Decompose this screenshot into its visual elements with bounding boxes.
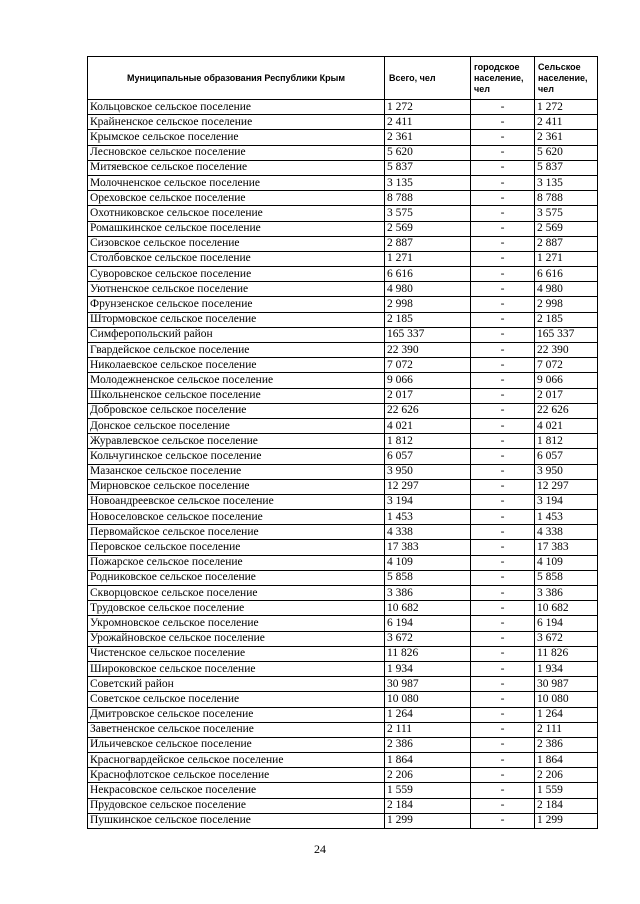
cell-municipality: Столбовское сельское поселение xyxy=(88,251,385,266)
cell-total: 4 021 xyxy=(385,418,471,433)
cell-municipality: Первомайское сельское поселение xyxy=(88,525,385,540)
cell-urban: - xyxy=(471,555,535,570)
cell-urban: - xyxy=(471,494,535,509)
cell-municipality: Советский район xyxy=(88,677,385,692)
cell-municipality: Ромашкинское сельское поселение xyxy=(88,221,385,236)
table-row xyxy=(88,434,598,449)
cell-rural: 4 338 xyxy=(535,525,598,540)
table-row xyxy=(88,737,598,752)
cell-municipality: Симферопольский район xyxy=(88,327,385,342)
cell-total: 2 185 xyxy=(385,312,471,327)
cell-urban: - xyxy=(471,282,535,297)
cell-total: 2 361 xyxy=(385,130,471,145)
cell-urban: - xyxy=(471,145,535,160)
cell-urban: - xyxy=(471,267,535,282)
cell-total: 1 453 xyxy=(385,510,471,525)
cell-total: 2 411 xyxy=(385,115,471,130)
table-row xyxy=(88,631,598,646)
table-row xyxy=(88,707,598,722)
table-row xyxy=(88,267,598,282)
table-row xyxy=(88,145,598,160)
cell-urban: - xyxy=(471,737,535,752)
cell-municipality: Фрунзенское сельское поселение xyxy=(88,297,385,312)
cell-total: 5 620 xyxy=(385,145,471,160)
cell-rural: 1 934 xyxy=(535,661,598,676)
cell-total: 4 338 xyxy=(385,525,471,540)
cell-rural: 1 271 xyxy=(535,251,598,266)
cell-municipality: Широковское сельское поселение xyxy=(88,661,385,676)
cell-municipality: Красногвардейское сельское поселение xyxy=(88,753,385,768)
table-row xyxy=(88,115,598,130)
cell-urban: - xyxy=(471,661,535,676)
cell-total: 10 682 xyxy=(385,601,471,616)
cell-urban: - xyxy=(471,403,535,418)
cell-urban: - xyxy=(471,601,535,616)
cell-rural: 2 386 xyxy=(535,737,598,752)
table-row xyxy=(88,343,598,358)
table-row xyxy=(88,449,598,464)
cell-rural: 1 453 xyxy=(535,510,598,525)
table-row xyxy=(88,510,598,525)
cell-total: 3 575 xyxy=(385,206,471,221)
cell-rural: 2 185 xyxy=(535,312,598,327)
cell-rural: 4 021 xyxy=(535,418,598,433)
cell-municipality: Краснофлотское сельское поселение xyxy=(88,768,385,783)
header-urban: городское население, чел xyxy=(471,57,535,100)
table-row xyxy=(88,191,598,206)
cell-urban: - xyxy=(471,753,535,768)
population-table xyxy=(87,56,598,829)
cell-total: 5 858 xyxy=(385,570,471,585)
cell-rural: 9 066 xyxy=(535,373,598,388)
table-row xyxy=(88,692,598,707)
header-rural: Сельское население, чел xyxy=(535,57,598,100)
cell-municipality: Перовское сельское поселение xyxy=(88,540,385,555)
cell-total: 1 271 xyxy=(385,251,471,266)
table-row xyxy=(88,160,598,175)
cell-municipality: Кольчугинское сельское поселение xyxy=(88,449,385,464)
cell-rural: 6 057 xyxy=(535,449,598,464)
table-row xyxy=(88,388,598,403)
cell-municipality: Донское сельское поселение xyxy=(88,418,385,433)
cell-urban: - xyxy=(471,586,535,601)
cell-urban: - xyxy=(471,768,535,783)
cell-rural: 30 987 xyxy=(535,677,598,692)
table-row xyxy=(88,783,598,798)
cell-urban: - xyxy=(471,707,535,722)
table-row xyxy=(88,525,598,540)
table-body xyxy=(88,100,598,829)
table-row xyxy=(88,494,598,509)
cell-municipality: Уютненское сельское поселение xyxy=(88,282,385,297)
cell-total: 1 272 xyxy=(385,100,471,115)
cell-total: 2 111 xyxy=(385,722,471,737)
table-row xyxy=(88,282,598,297)
header-row xyxy=(88,57,598,100)
cell-rural: 1 812 xyxy=(535,434,598,449)
cell-municipality: Дмитровское сельское поселение xyxy=(88,707,385,722)
cell-rural: 7 072 xyxy=(535,358,598,373)
cell-total: 9 066 xyxy=(385,373,471,388)
cell-total: 5 837 xyxy=(385,160,471,175)
table-row xyxy=(88,616,598,631)
cell-urban: - xyxy=(471,100,535,115)
cell-municipality: Ореховское сельское поселение xyxy=(88,191,385,206)
cell-rural: 10 080 xyxy=(535,692,598,707)
table-row xyxy=(88,358,598,373)
cell-rural: 3 135 xyxy=(535,175,598,190)
cell-rural: 12 297 xyxy=(535,479,598,494)
table-row xyxy=(88,100,598,115)
cell-rural: 2 361 xyxy=(535,130,598,145)
cell-municipality: Скворцовское сельское поселение xyxy=(88,586,385,601)
cell-municipality: Сизовское сельское поселение xyxy=(88,236,385,251)
table-row xyxy=(88,722,598,737)
cell-rural: 4 109 xyxy=(535,555,598,570)
cell-urban: - xyxy=(471,570,535,585)
cell-rural: 17 383 xyxy=(535,540,598,555)
table-row xyxy=(88,312,598,327)
header-total: Всего, чел xyxy=(385,57,471,100)
cell-urban: - xyxy=(471,175,535,190)
table-row xyxy=(88,130,598,145)
cell-municipality: Лесновское сельское поселение xyxy=(88,145,385,160)
cell-total: 22 626 xyxy=(385,403,471,418)
cell-urban: - xyxy=(471,798,535,813)
cell-municipality: Заветненское сельское поселение xyxy=(88,722,385,737)
cell-urban: - xyxy=(471,783,535,798)
cell-municipality: Советское сельское поселение xyxy=(88,692,385,707)
cell-total: 10 080 xyxy=(385,692,471,707)
cell-urban: - xyxy=(471,312,535,327)
cell-total: 4 980 xyxy=(385,282,471,297)
table-row xyxy=(88,570,598,585)
cell-total: 2 017 xyxy=(385,388,471,403)
cell-urban: - xyxy=(471,358,535,373)
cell-municipality: Урожайновское сельское поселение xyxy=(88,631,385,646)
cell-urban: - xyxy=(471,418,535,433)
cell-urban: - xyxy=(471,191,535,206)
cell-total: 17 383 xyxy=(385,540,471,555)
cell-rural: 3 386 xyxy=(535,586,598,601)
cell-municipality: Митяевское сельское поселение xyxy=(88,160,385,175)
cell-urban: - xyxy=(471,616,535,631)
page-number: 24 xyxy=(314,842,326,856)
table-row xyxy=(88,601,598,616)
cell-municipality: Ильичевское сельское поселение xyxy=(88,737,385,752)
cell-urban: - xyxy=(471,206,535,221)
cell-municipality: Укромновское сельское поселение xyxy=(88,616,385,631)
cell-urban: - xyxy=(471,464,535,479)
cell-total: 22 390 xyxy=(385,343,471,358)
cell-municipality: Кольцовское сельское поселение xyxy=(88,100,385,115)
cell-municipality: Прудовское сельское поселение xyxy=(88,798,385,813)
cell-total: 1 559 xyxy=(385,783,471,798)
cell-urban: - xyxy=(471,677,535,692)
cell-municipality: Некрасовское сельское поселение xyxy=(88,783,385,798)
cell-total: 2 386 xyxy=(385,737,471,752)
table-row xyxy=(88,768,598,783)
cell-urban: - xyxy=(471,373,535,388)
cell-urban: - xyxy=(471,510,535,525)
cell-rural: 2 206 xyxy=(535,768,598,783)
cell-total: 2 569 xyxy=(385,221,471,236)
cell-municipality: Родниковское сельское поселение xyxy=(88,570,385,585)
cell-urban: - xyxy=(471,449,535,464)
cell-rural: 1 559 xyxy=(535,783,598,798)
cell-municipality: Пушкинское сельское поселение xyxy=(88,813,385,828)
cell-municipality: Новоселовское сельское поселение xyxy=(88,510,385,525)
cell-total: 1 934 xyxy=(385,661,471,676)
cell-total: 6 057 xyxy=(385,449,471,464)
table-row xyxy=(88,798,598,813)
cell-rural: 5 858 xyxy=(535,570,598,585)
cell-municipality: Новоандреевское сельское поселение xyxy=(88,494,385,509)
cell-rural: 1 264 xyxy=(535,707,598,722)
cell-urban: - xyxy=(471,343,535,358)
cell-rural: 1 272 xyxy=(535,100,598,115)
table-row xyxy=(88,464,598,479)
cell-municipality: Журавлевское сельское поселение xyxy=(88,434,385,449)
table-row xyxy=(88,206,598,221)
cell-municipality: Штормовское сельское поселение xyxy=(88,312,385,327)
cell-municipality: Молодежненское сельское поселение xyxy=(88,373,385,388)
cell-rural: 22 626 xyxy=(535,403,598,418)
cell-rural: 2 411 xyxy=(535,115,598,130)
cell-total: 4 109 xyxy=(385,555,471,570)
cell-rural: 2 887 xyxy=(535,236,598,251)
cell-municipality: Пожарское сельское поселение xyxy=(88,555,385,570)
table-header xyxy=(88,57,598,100)
table-row xyxy=(88,418,598,433)
cell-urban: - xyxy=(471,479,535,494)
cell-total: 2 184 xyxy=(385,798,471,813)
cell-urban: - xyxy=(471,646,535,661)
cell-total: 11 826 xyxy=(385,646,471,661)
cell-urban: - xyxy=(471,160,535,175)
cell-rural: 11 826 xyxy=(535,646,598,661)
table-row xyxy=(88,813,598,828)
cell-urban: - xyxy=(471,692,535,707)
cell-urban: - xyxy=(471,540,535,555)
cell-rural: 6 194 xyxy=(535,616,598,631)
cell-municipality: Добровское сельское поселение xyxy=(88,403,385,418)
cell-total: 3 135 xyxy=(385,175,471,190)
cell-urban: - xyxy=(471,236,535,251)
cell-total: 6 194 xyxy=(385,616,471,631)
cell-rural: 5 837 xyxy=(535,160,598,175)
table-row xyxy=(88,327,598,342)
table-row xyxy=(88,555,598,570)
table-row xyxy=(88,175,598,190)
cell-urban: - xyxy=(471,221,535,236)
table-row xyxy=(88,753,598,768)
cell-total: 8 788 xyxy=(385,191,471,206)
cell-total: 30 987 xyxy=(385,677,471,692)
cell-rural: 2 184 xyxy=(535,798,598,813)
cell-municipality: Школьненское сельское поселение xyxy=(88,388,385,403)
cell-total: 3 194 xyxy=(385,494,471,509)
cell-municipality: Крайненское сельское поселение xyxy=(88,115,385,130)
cell-urban: - xyxy=(471,525,535,540)
cell-rural: 4 980 xyxy=(535,282,598,297)
cell-urban: - xyxy=(471,251,535,266)
cell-total: 2 887 xyxy=(385,236,471,251)
cell-rural: 8 788 xyxy=(535,191,598,206)
cell-urban: - xyxy=(471,813,535,828)
header-municipality: Муниципальные образования Республики Крым xyxy=(88,57,385,100)
cell-municipality: Чистенское сельское поселение xyxy=(88,646,385,661)
cell-rural: 22 390 xyxy=(535,343,598,358)
table-row xyxy=(88,646,598,661)
cell-municipality: Суворовское сельское поселение xyxy=(88,267,385,282)
table-row xyxy=(88,297,598,312)
cell-municipality: Крымское сельское поселение xyxy=(88,130,385,145)
table-row xyxy=(88,221,598,236)
cell-total: 3 386 xyxy=(385,586,471,601)
table-row xyxy=(88,373,598,388)
cell-rural: 2 111 xyxy=(535,722,598,737)
cell-urban: - xyxy=(471,327,535,342)
cell-total: 3 950 xyxy=(385,464,471,479)
cell-municipality: Охотниковское сельское поселение xyxy=(88,206,385,221)
cell-rural: 165 337 xyxy=(535,327,598,342)
cell-rural: 1 299 xyxy=(535,813,598,828)
cell-total: 2 206 xyxy=(385,768,471,783)
table-row xyxy=(88,586,598,601)
cell-urban: - xyxy=(471,115,535,130)
cell-rural: 5 620 xyxy=(535,145,598,160)
cell-urban: - xyxy=(471,297,535,312)
cell-rural: 1 864 xyxy=(535,753,598,768)
cell-rural: 10 682 xyxy=(535,601,598,616)
cell-rural: 3 575 xyxy=(535,206,598,221)
cell-rural: 3 672 xyxy=(535,631,598,646)
table-row xyxy=(88,479,598,494)
cell-urban: - xyxy=(471,722,535,737)
table-row xyxy=(88,251,598,266)
cell-urban: - xyxy=(471,631,535,646)
cell-total: 12 297 xyxy=(385,479,471,494)
cell-municipality: Гвардейское сельское поселение xyxy=(88,343,385,358)
table-row xyxy=(88,661,598,676)
cell-municipality: Николаевское сельское поселение xyxy=(88,358,385,373)
cell-total: 1 864 xyxy=(385,753,471,768)
cell-municipality: Трудовское сельское поселение xyxy=(88,601,385,616)
cell-urban: - xyxy=(471,130,535,145)
cell-rural: 2 569 xyxy=(535,221,598,236)
cell-municipality: Молочненское сельское поселение xyxy=(88,175,385,190)
cell-total: 6 616 xyxy=(385,267,471,282)
cell-total: 1 299 xyxy=(385,813,471,828)
cell-total: 1 264 xyxy=(385,707,471,722)
cell-total: 165 337 xyxy=(385,327,471,342)
table-row xyxy=(88,540,598,555)
table-row xyxy=(88,677,598,692)
table-row xyxy=(88,236,598,251)
cell-urban: - xyxy=(471,388,535,403)
cell-total: 3 672 xyxy=(385,631,471,646)
cell-rural: 2 017 xyxy=(535,388,598,403)
cell-total: 2 998 xyxy=(385,297,471,312)
cell-rural: 6 616 xyxy=(535,267,598,282)
cell-municipality: Мазанское сельское поселение xyxy=(88,464,385,479)
cell-rural: 2 998 xyxy=(535,297,598,312)
cell-urban: - xyxy=(471,434,535,449)
cell-total: 1 812 xyxy=(385,434,471,449)
cell-rural: 3 194 xyxy=(535,494,598,509)
cell-municipality: Мирновское сельское поселение xyxy=(88,479,385,494)
table-row xyxy=(88,403,598,418)
cell-total: 7 072 xyxy=(385,358,471,373)
cell-rural: 3 950 xyxy=(535,464,598,479)
